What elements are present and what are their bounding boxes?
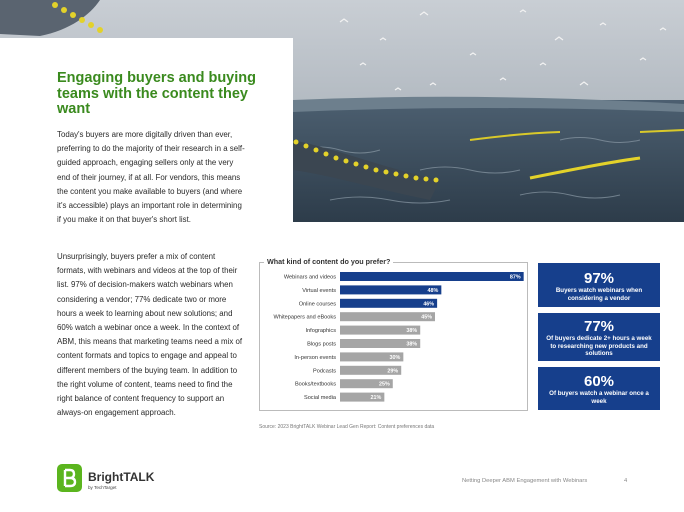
category-label: Whitepapers and eBooks xyxy=(273,314,336,321)
bar-value-label: 21% xyxy=(370,395,382,402)
content-preference-chart xyxy=(259,262,528,411)
page-number: 4 xyxy=(624,478,628,484)
category-label: Infographics xyxy=(305,328,336,335)
bar-value-label: 45% xyxy=(421,314,432,321)
category-label: Online courses xyxy=(298,301,336,308)
chart-source-note: Source: 2023 BrightTALK Webinar Lead Gen Report: Content preferences data xyxy=(259,424,435,430)
footer-title: Netting Deeper ABM Engagement with Webinars xyxy=(462,478,588,484)
stat-value: 97% xyxy=(583,270,615,287)
stat-description: Of buyers watch a webinar once a week xyxy=(549,390,649,405)
page-heading: Engaging buyers and buying teams with the content they want xyxy=(57,70,256,117)
category-label: Webinars and videos xyxy=(283,274,336,281)
stat-value: 60% xyxy=(583,373,615,390)
category-label: Blogs posts xyxy=(307,341,336,348)
logo-subtitle: by TechTarget xyxy=(88,485,117,490)
bar-value-label: 29% xyxy=(387,368,399,375)
brighttalk-logo xyxy=(57,464,157,494)
chart-title: What kind of content do you prefer? xyxy=(264,257,393,266)
bar xyxy=(340,285,441,294)
bar-value-label: 25% xyxy=(378,381,390,388)
bar-value-label: 38% xyxy=(406,341,418,348)
stat-box-1 xyxy=(538,263,660,307)
category-label: Social media xyxy=(303,395,336,402)
bar xyxy=(340,272,524,281)
bar-value-label: 38% xyxy=(406,328,418,335)
logo-name: BrightTALK xyxy=(88,470,155,484)
bar-value-label: 48% xyxy=(427,287,439,294)
stat-box-2 xyxy=(538,313,660,361)
intro-paragraph: Today's buyers are more digitally driven than ever, preferring to do the majority of their research in a self-guided approach, engaging sellers only at the very end of their journey, if at all. For vendors, this means the content you make available to buyers (and where it's accessible) plays an important role in determining if you make it on that buyer's short list. xyxy=(57,130,245,225)
bar-value-label: 30% xyxy=(389,354,401,361)
category-label: Books/textbooks xyxy=(294,381,336,388)
stat-box-3 xyxy=(538,367,660,410)
category-label: In-person events xyxy=(294,354,336,361)
brighttalk-logo-icon xyxy=(57,464,82,492)
category-label: Virtual events xyxy=(302,287,336,294)
category-label: Podcasts xyxy=(312,368,336,375)
stat-value: 77% xyxy=(583,318,615,335)
stat-description: Of buyers dedicate 2+ hours a week to researching new products and solutions xyxy=(546,335,652,358)
bar-value-label: 87% xyxy=(509,274,521,281)
bar-value-label: 46% xyxy=(423,301,435,308)
stat-description: Buyers watch webinars when considering a vendor xyxy=(555,287,643,302)
body-paragraph: Unsurprisingly, buyers prefer a mix of content formats, with webinars and videos at the top of their list. 97% of decision-makers watch webinars when considering a vendor; 77% dedicate two or more hours a week to learning about new solutions; and 60% watch a webinar once a week. In the context of ABM, this means that marketing teams need a mix of content formats and topics to engage and appeal to different members of the buying team. In addition to the right volume of content, teams need to find the right balance of content frequency to support an always-on engagement approach. xyxy=(57,252,243,418)
